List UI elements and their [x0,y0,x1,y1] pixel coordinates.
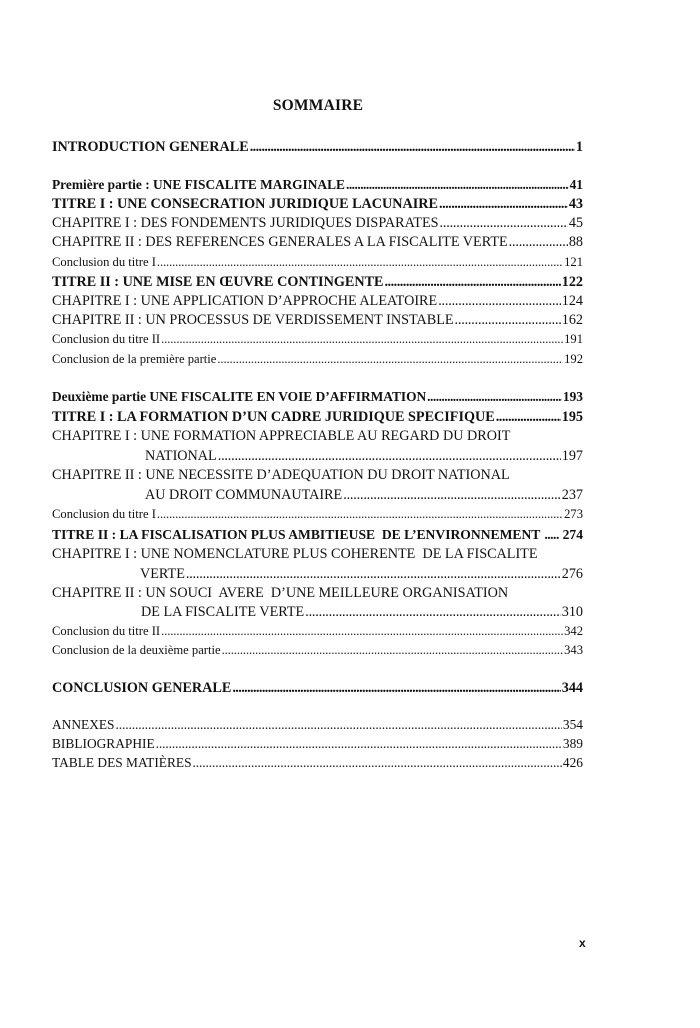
dot-leader [455,311,561,329]
dot-leader [343,486,560,504]
page-ref: 162 [561,312,583,328]
toc-entry-p2-t1-chapitre-1-heading[interactable]: CHAPITRE I : UNE FORMATION APPRECIABLE AU REGARD DU DROIT [52,428,511,444]
page-ref: 389 [562,736,583,751]
page-ref: 121 [564,255,583,269]
page-number: x [579,936,586,950]
dot-leader [157,505,563,523]
dot-leader [186,565,561,583]
toc-entry-p2-titre-1[interactable]: TITRE I : LA FORMATION D’UN CADRE JURIDIQUE SPECIFIQUE ..... 195 [52,408,583,426]
page-ref: 237 [561,487,583,503]
toc-entry-table-des-matieres[interactable]: TABLE DES MATIÈRES ..... 426 [52,754,583,772]
toc-entry-p1-t1-conclusion[interactable]: Conclusion du titre I ..... 121 [52,253,583,271]
toc-entry-p2-t2-chapitre-1[interactable]: VERTE ..... 276 [140,565,583,583]
page-ref: 43 [568,196,583,212]
toc-entry-p1-t1-chapitre-1[interactable]: CHAPITRE I : DES FONDEMENTS JURIDIQUES DISPARATES ..... 45 [52,214,583,232]
dot-leader [116,716,562,734]
page-ref: 191 [564,332,583,346]
dot-leader [544,526,558,544]
toc-entry-p2-t2-chapitre-1-heading[interactable]: CHAPITRE I : UNE NOMENCLATURE PLUS COHERENTE DE LA FISCALITE [52,546,538,562]
page-ref: 193 [562,389,583,404]
page-ref: 344 [561,680,583,696]
dot-leader [509,233,568,251]
toc-entry-p1-t2-chapitre-2[interactable]: CHAPITRE II : UN PROCESSUS DE VERDISSEMENT INSTABLE ..... 162 [52,311,583,329]
dot-leader [440,214,568,232]
toc-entry-bibliographie[interactable]: BIBLIOGRAPHIE ..... 389 [52,735,583,753]
toc-entry-p2-t1-conclusion[interactable]: Conclusion du titre I ..... 273 [52,505,583,523]
page-ref: 1 [575,139,583,155]
toc-entry-p1-titre-1[interactable]: TITRE I : UNE CONSECRATION JURIDIQUE LACUNAIRE ..... 43 [52,195,583,213]
toc-entry-p2-titre-2[interactable]: TITRE II : LA FISCALISATION PLUS AMBITIEUSE DE L’ENVIRONNEMENT ..... 274 [52,526,583,544]
toc-entry-p2-t1-chapitre-1[interactable]: NATIONAL ..... 197 [145,447,583,465]
dot-leader [217,350,563,368]
dot-leader [222,641,564,659]
page-ref: 192 [564,352,583,366]
dot-leader [157,253,563,271]
toc-entry-annexes[interactable]: ANNEXES ..... 354 [52,716,583,734]
toc-entry-p2-t1-chapitre-2[interactable]: AU DROIT COMMUNAUTAIRE ..... 237 [145,486,583,504]
toc-entry-p1-t2-chapitre-1[interactable]: CHAPITRE I : UNE APPLICATION D’APPROCHE ALEATOIRE ..... 124 [52,292,583,310]
dot-leader [427,388,562,406]
toc-entry-part-2-conclusion[interactable]: Conclusion de la deuxième partie ..... 343 [52,641,583,659]
dot-leader [161,330,563,348]
page-ref: 274 [562,527,583,542]
dot-leader [439,195,568,213]
page-ref: 354 [562,717,583,732]
dot-leader [346,176,569,194]
dot-leader [193,754,562,772]
dot-leader [218,447,561,465]
dot-leader [156,735,562,753]
page-ref: 41 [569,177,583,192]
page-ref: 273 [564,507,583,521]
toc-entry-p2-t2-conclusion[interactable]: Conclusion du titre II ..... 342 [52,622,583,640]
page-ref: 426 [562,755,583,770]
page-ref: 88 [568,234,583,250]
page-ref: 276 [561,566,583,582]
page-ref: 342 [564,624,583,638]
page-ref: 124 [561,293,583,309]
toc-entry-part-2[interactable]: Deuxième partie UNE FISCALITE EN VOIE D’AFFIRMATION ..... 193 [52,388,583,406]
page-title: SOMMAIRE [272,97,364,114]
page-ref: 343 [564,643,583,657]
dot-leader [385,273,561,291]
page-ref: 310 [561,604,583,620]
page-ref: 197 [561,448,583,464]
toc-entry-introduction[interactable]: INTRODUCTION GENERALE ..... 1 [52,138,583,156]
toc-entry-p1-t2-conclusion[interactable]: Conclusion du titre II ..... 191 [52,330,583,348]
toc-entry-p2-t1-chapitre-2-heading[interactable]: CHAPITRE II : UNE NECESSITE D’ADEQUATION DU DROIT NATIONAL [52,467,510,483]
dot-leader [438,292,561,310]
toc-entry-part-1-conclusion[interactable]: Conclusion de la première partie ..... 192 [52,350,583,368]
page-ref: 122 [561,274,583,290]
toc-entry-p1-titre-2[interactable]: TITRE II : UNE MISE EN ŒUVRE CONTINGENTE ..... 122 [52,273,583,291]
toc-entry-p1-t1-chapitre-2[interactable]: CHAPITRE II : DES REFERENCES GENERALES A LA FISCALITE VERTE ..... 88 [52,233,583,251]
dot-leader [232,679,560,697]
dot-leader [250,138,575,156]
toc-entry-conclusion-generale[interactable]: CONCLUSION GENERALE ..... 344 [52,679,583,697]
page-ref: 45 [568,215,583,231]
toc-entry-p2-t2-chapitre-2[interactable]: DE LA FISCALITE VERTE ..... 310 [141,603,583,621]
dot-leader [305,603,561,621]
page-ref: 195 [561,409,583,425]
dot-leader [496,408,561,426]
dot-leader [161,622,563,640]
toc-entry-p2-t2-chapitre-2-heading[interactable]: CHAPITRE II : UN SOUCI AVERE D’UNE MEILLEURE ORGANISATION [52,585,509,601]
toc-entry-part-1[interactable]: Première partie : UNE FISCALITE MARGINALE ..... 41 [52,176,583,194]
